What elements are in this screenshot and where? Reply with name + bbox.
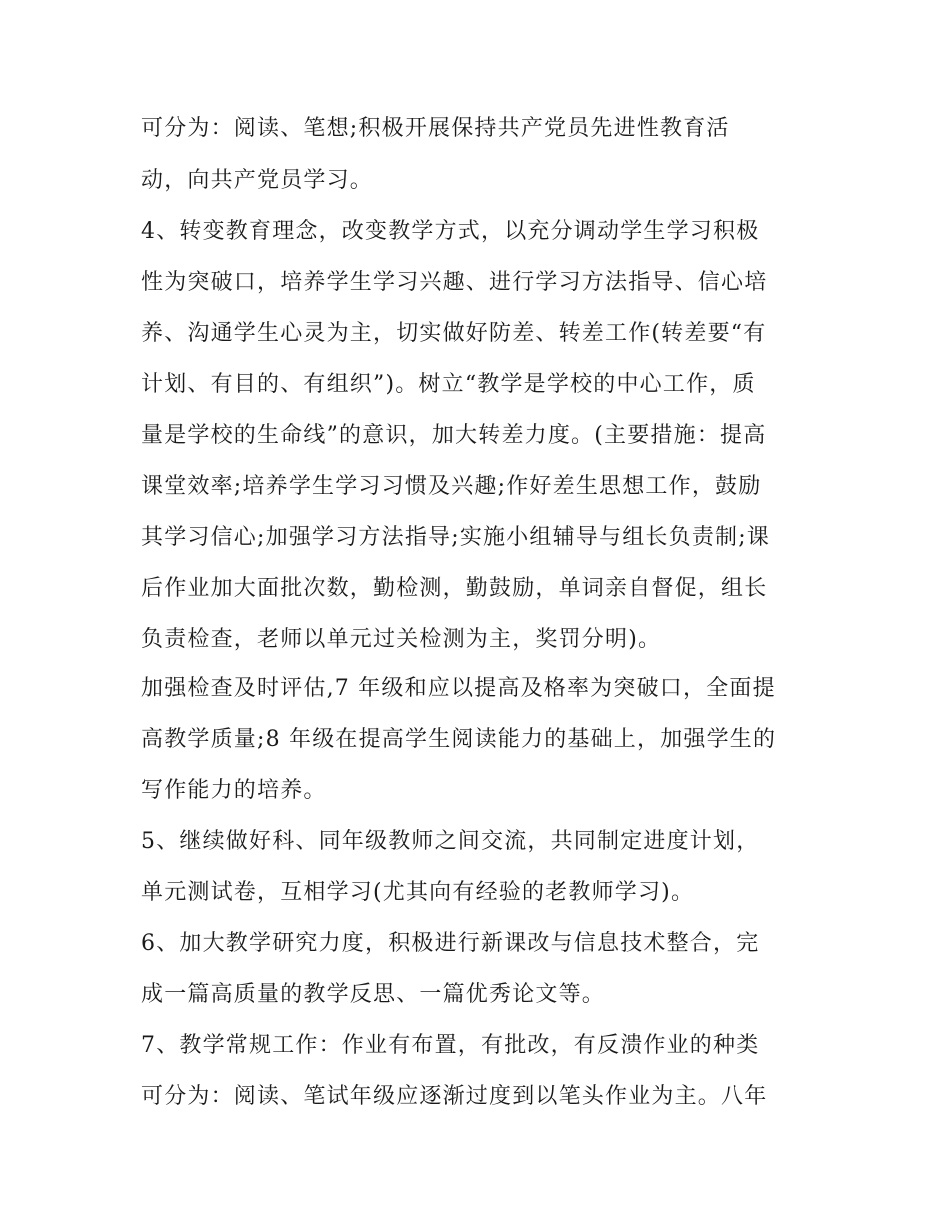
text-line: 写作能力的培养。 [141,778,327,803]
text-line: 可分为：阅读、笔想;积极开展保持共产党员先进性教育活 [141,116,730,141]
text-line: 6、加大教学研究力度，积极进行新课改与信息技术整合，完 [141,931,760,956]
text-line: 课堂效率;培养学生学习习惯及兴趣;作好差生思想工作，鼓励 [141,474,762,499]
text-line: 计划、有目的、有组织”)。树立“教学是学校的中心工作，质 [141,372,756,397]
text-line: 4、转变教育理念，改变教学方式，以充分调动学生学习积极 [141,219,760,244]
text-line: 可分为：阅读、笔试年级应逐渐过度到以笔头作业为主。八年 [141,1084,768,1109]
text-line: 性为突破口，培养学生学习兴趣、进行学习方法指导、信心培 [141,270,768,295]
text-line: 加强检查及时评估,7 年级和应以提高及格率为突破口，全面提 [141,676,776,701]
text-line: 负责检查，老师以单元过关检测为主，奖罚分明)。 [141,627,662,652]
text-line: 后作业加大面批次数，勤检测，勤鼓励，单词亲自督促，组长 [141,576,768,601]
text-line: 养、沟通学生心灵为主，切实做好防差、转差工作(转差要“有 [141,321,767,346]
text-line: 7、教学常规工作：作业有布置，有批改，有反溃作业的种类 [141,1033,760,1058]
text-line: 高教学质量;8 年级在提高学生阅读能力的基础上，加强学生的 [141,727,777,752]
text-line: 5、继续做好科、同年级教师之间交流，共同制定进度计划， [141,829,760,854]
text-line: 单元测试卷，互相学习(尤其向有经验的老教师学习)。 [141,880,695,905]
text-line: 量是学校的生命线”的意识，加大转差力度。(主要措施：提高 [141,423,767,448]
text-line: 成一篇高质量的教学反思、一篇优秀论文等。 [141,982,606,1007]
text-line: 动，向共产党员学习。 [141,168,374,193]
text-line: 其学习信心;加强学习方法指导;实施小组辅导与组长负责制;课 [141,525,771,550]
